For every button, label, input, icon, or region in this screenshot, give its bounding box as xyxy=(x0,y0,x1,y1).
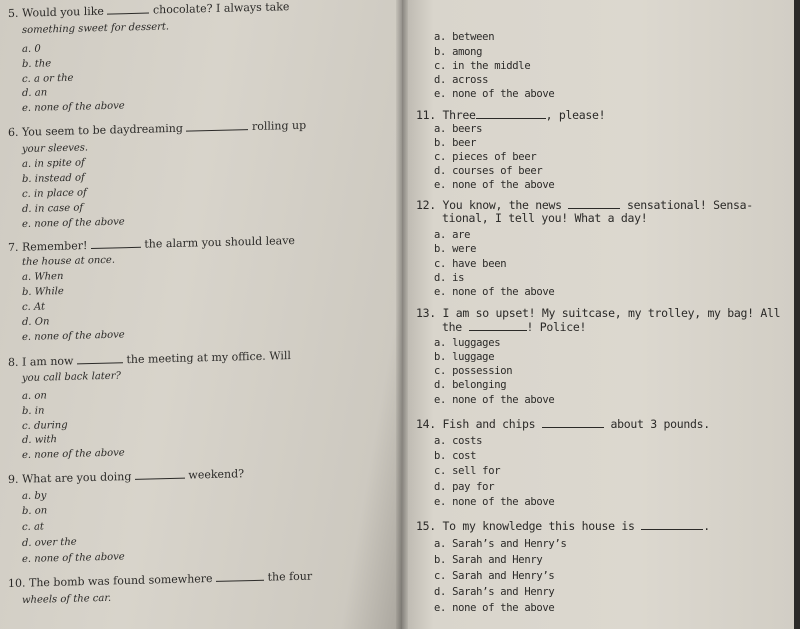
option-c: c. in the middle xyxy=(434,60,531,72)
option-c: c. Sarah and Henry’s xyxy=(434,570,555,582)
question-7-line-1: 7. Remember! the alarm you should leave xyxy=(8,233,295,254)
question-9-line-1: 9. What are you doing weekend? xyxy=(8,467,245,486)
option-d: d. courses of beer xyxy=(434,165,543,177)
option-e: e. none of the above xyxy=(434,179,555,191)
book-edge xyxy=(794,0,800,629)
option-a: a. beers xyxy=(434,123,483,135)
option-c: c. a or the xyxy=(22,72,74,85)
question-7-line-2: the house at once. xyxy=(22,254,116,268)
option-a: a. by xyxy=(22,490,47,502)
option-a: a. on xyxy=(22,390,47,402)
question-12-line-2: tional, I tell you! What a day! xyxy=(442,211,648,225)
option-b: b. instead of xyxy=(22,172,85,185)
option-a: a. between xyxy=(434,31,495,43)
option-e: e. none of the above xyxy=(22,329,125,343)
option-e: e. none of the above xyxy=(22,100,125,114)
option-b: b. luggage xyxy=(434,351,495,363)
question-11-line-1: 11. Three , please! xyxy=(416,108,606,122)
question-10-line-1: 10. The bomb was found somewhere the four xyxy=(8,569,313,590)
option-c: c. at xyxy=(22,521,44,533)
option-e: e. none of the above xyxy=(434,286,555,298)
question-10-line-2: wheels of the car. xyxy=(22,592,112,606)
option-d: d. is xyxy=(434,272,465,284)
option-d: d. belonging xyxy=(434,379,507,391)
option-c: c. during xyxy=(22,419,68,432)
option-d: d. in case of xyxy=(22,202,84,215)
option-c: c. At xyxy=(22,301,46,313)
answer-blank xyxy=(469,330,527,331)
question-13-line-2: the ! Police! xyxy=(442,320,587,334)
question-13-line-1: 13. I am so upset! My suitcase, my trolley, my bag! All xyxy=(416,306,781,320)
option-a: a. When xyxy=(22,270,64,283)
option-b: b. Sarah and Henry xyxy=(434,554,543,566)
answer-blank xyxy=(107,13,149,15)
option-d: d. an xyxy=(22,87,48,99)
option-d: d. across xyxy=(434,74,489,86)
option-d: d. over the xyxy=(22,536,77,549)
right-page xyxy=(402,0,794,629)
option-c: c. pieces of beer xyxy=(434,151,537,163)
option-e: e. none of the above xyxy=(22,447,125,461)
answer-blank xyxy=(186,129,248,132)
option-b: b. the xyxy=(22,58,52,70)
option-a: a. costs xyxy=(434,435,483,447)
answer-blank xyxy=(135,478,185,480)
answer-blank xyxy=(542,427,604,428)
option-e: e. none of the above xyxy=(434,602,555,614)
book-gutter xyxy=(396,0,408,629)
question-15-line-1: 15. To my knowledge this house is . xyxy=(416,519,710,533)
option-b: b. cost xyxy=(434,450,477,462)
option-e: e. none of the above xyxy=(434,394,555,406)
answer-blank xyxy=(641,529,703,530)
answer-blank xyxy=(77,362,123,364)
option-a: a. in spite of xyxy=(22,157,85,170)
option-d: d. pay for xyxy=(434,481,495,493)
option-e: e. none of the above xyxy=(22,216,125,230)
question-5-line-2: something sweet for dessert. xyxy=(22,21,170,36)
option-c: c. sell for xyxy=(434,465,501,477)
answer-blank xyxy=(91,247,141,249)
option-b: b. were xyxy=(434,243,477,255)
option-d: d. On xyxy=(22,316,50,328)
option-d: d. Sarah’s and Henry xyxy=(434,586,555,598)
answer-blank xyxy=(568,208,620,209)
option-a: a. Sarah’s and Henry’s xyxy=(434,538,567,550)
option-c: c. in place of xyxy=(22,187,87,200)
question-6-line-1: 6. You seem to be daydreaming rolling up xyxy=(8,118,307,139)
answer-blank xyxy=(476,118,546,119)
option-b: b. While xyxy=(22,285,64,298)
option-b: b. beer xyxy=(434,137,477,149)
option-c: c. have been xyxy=(434,258,507,270)
option-b: b. on xyxy=(22,505,48,517)
question-8-line-1: 8. I am now the meeting at my office. Will xyxy=(8,349,291,369)
question-12-line-1: 12. You know, the news sensational! Sensa- xyxy=(416,198,753,212)
question-8-line-2: you call back later? xyxy=(22,370,121,384)
option-e: e. none of the above xyxy=(434,496,555,508)
option-e: e. none of the above xyxy=(22,551,125,565)
option-a: a. 0 xyxy=(22,43,41,55)
option-e: e. none of the above xyxy=(434,88,555,100)
answer-blank xyxy=(216,580,264,582)
option-b: b. among xyxy=(434,46,483,58)
option-a: a. luggages xyxy=(434,337,501,349)
option-d: d. with xyxy=(22,434,57,446)
option-b: b. in xyxy=(22,405,45,417)
question-5-line-1: 5. Would you like chocolate? I always take xyxy=(8,0,290,20)
option-c: c. possession xyxy=(434,365,513,377)
option-a: a. are xyxy=(434,229,471,241)
question-6-line-2: your sleeves. xyxy=(22,142,89,155)
question-14-line-1: 14. Fish and chips about 3 pounds. xyxy=(416,417,710,431)
